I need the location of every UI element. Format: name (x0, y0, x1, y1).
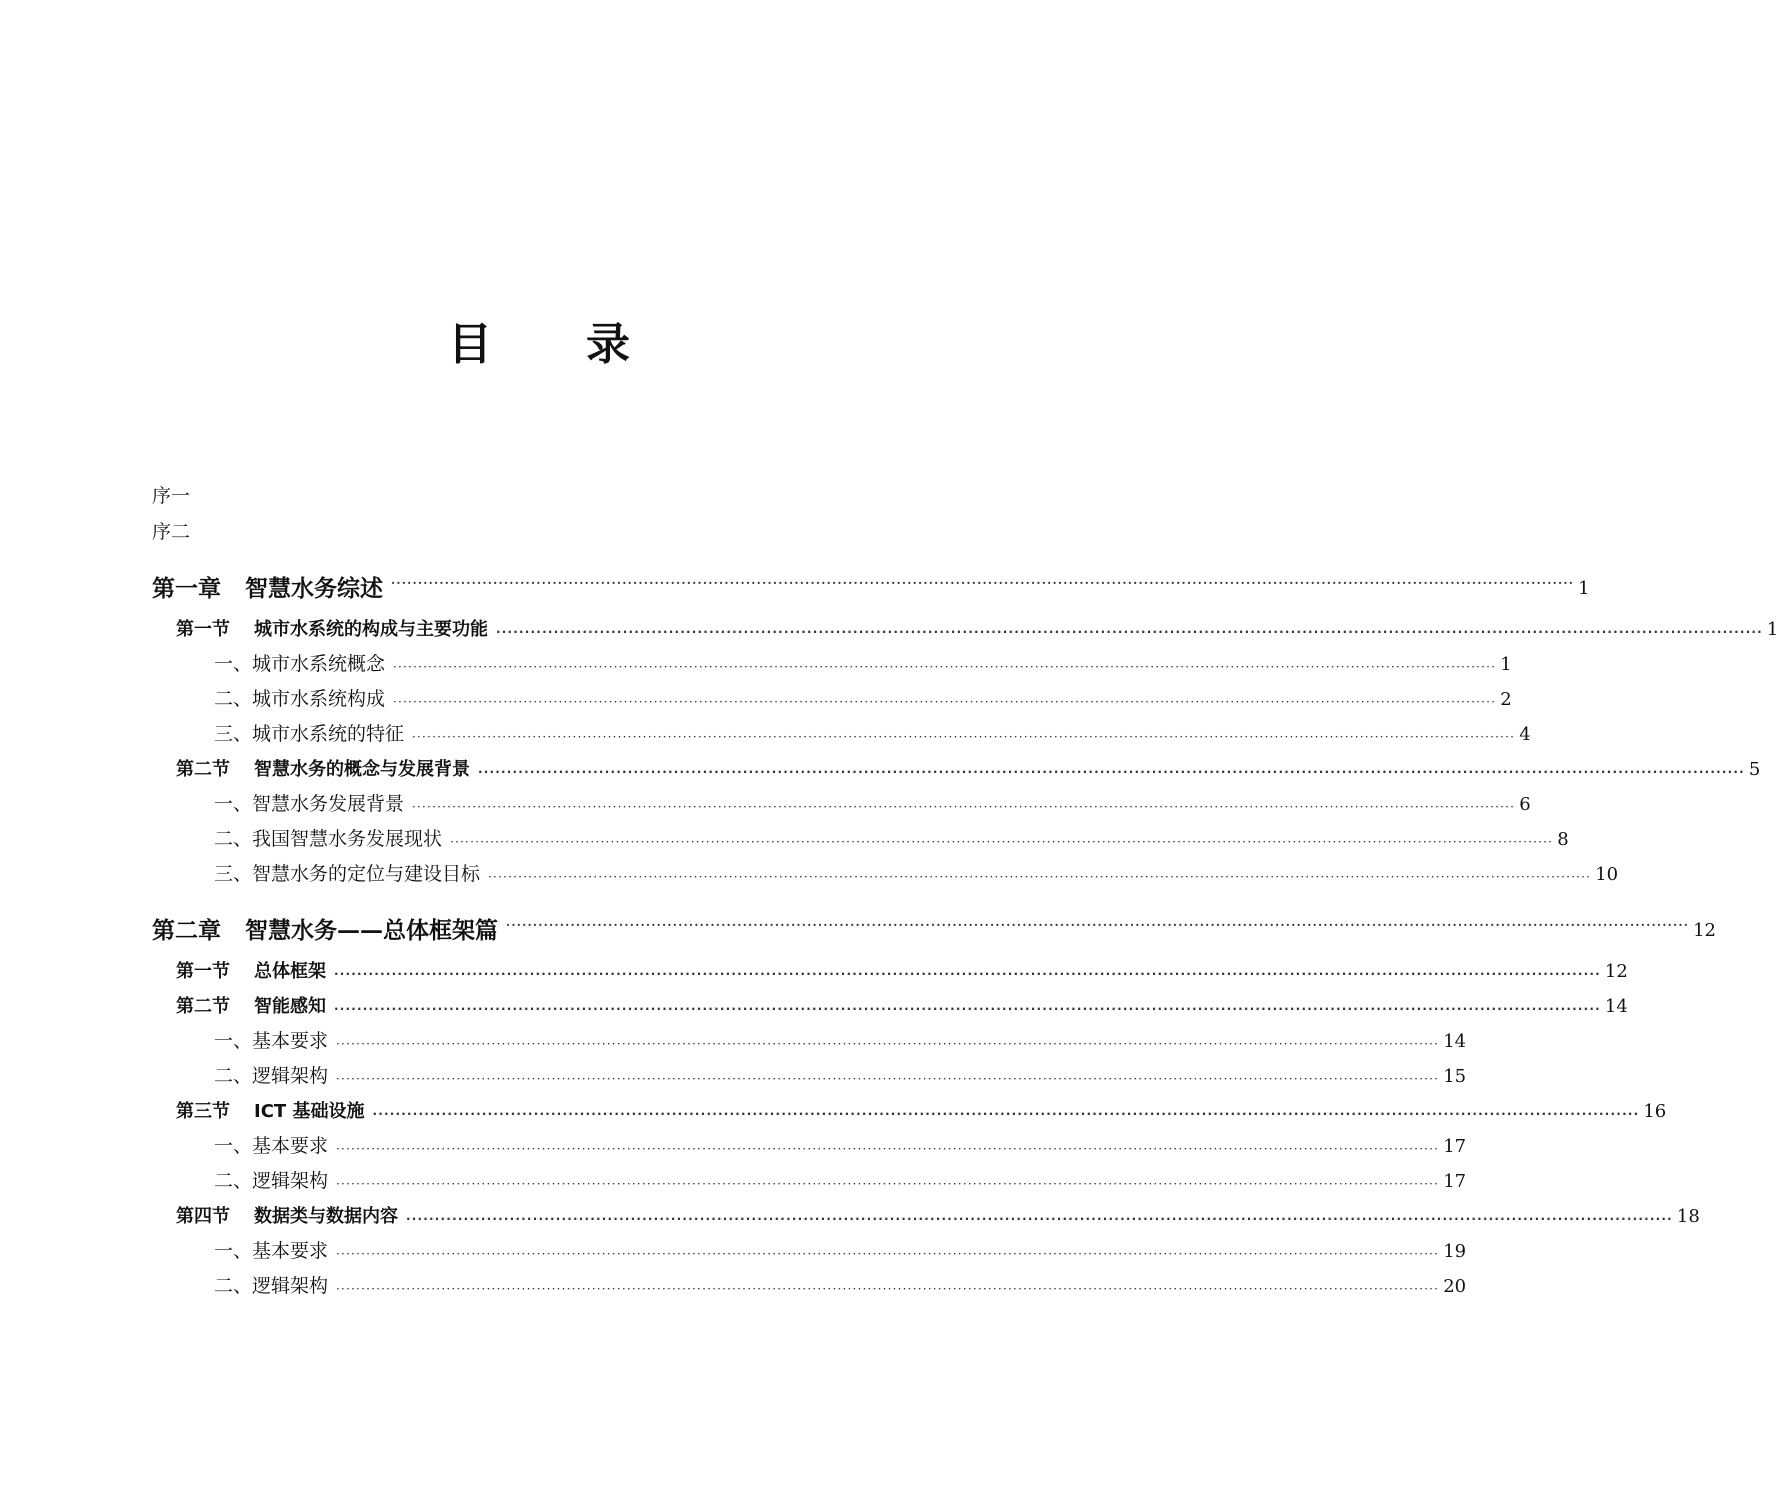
toc-section-label (176, 752, 470, 787)
page-number: 5 (1748, 759, 1761, 780)
dot-leader: ···························································································································································································································· (336, 1282, 1440, 1296)
toc-item-label (214, 787, 404, 822)
page-number: 20 (1443, 1276, 1467, 1297)
toc-chapter-text-1: 智慧水务——总体框架篇 (245, 917, 498, 944)
toc-section-label (176, 989, 326, 1024)
toc-chapter-text-0: 第一章 (152, 575, 221, 602)
page-title (0, 308, 1080, 372)
toc-item-label (214, 1059, 328, 1094)
toc-item[interactable] (152, 717, 1531, 752)
toc-section-text-0: 第一节 (176, 961, 230, 982)
toc-item-text-0: 一、智慧水务发展背景 (214, 793, 405, 815)
page-title-right: 录 (586, 319, 632, 370)
page-number: 16 (1643, 1101, 1667, 1122)
dot-leader: ···························································································································································································································· (496, 625, 1763, 639)
toc-item[interactable] (152, 682, 1512, 717)
page-number: 6 (1519, 794, 1531, 815)
dot-leader: ···························································································································································································································· (336, 1247, 1440, 1261)
page-number: 17 (1443, 1136, 1467, 1157)
toc-section-text-1: 城市水系统的构成与主要功能 (254, 619, 488, 640)
toc-section[interactable] (152, 989, 1628, 1024)
toc-item-label (214, 822, 442, 857)
toc-item-text-0: 二、逻辑架构 (214, 1275, 329, 1297)
page-number: 12 (1693, 920, 1717, 941)
page-number: 10 (1595, 864, 1619, 885)
toc-item-text-0: 二、城市水系统构成 (214, 688, 386, 710)
toc-item-text-0: 二、逻辑架构 (214, 1170, 329, 1192)
dot-leader: ···························································································································································································································· (393, 695, 1497, 709)
dot-leader: ···························································································································································································································· (391, 576, 1575, 590)
toc-item-label (214, 1164, 328, 1199)
toc-item-label (214, 857, 480, 892)
dot-leader: ···························································································································································································································· (372, 1107, 1640, 1121)
toc-section-text-1: 智慧水务的概念与发展背景 (254, 759, 470, 780)
toc-chapter-label (152, 571, 383, 606)
toc-section-label (176, 954, 326, 989)
table-of-contents (152, 478, 1778, 1304)
toc-item-text-0: 二、我国智慧水务发展现状 (214, 828, 443, 850)
toc-section-text-1: 数据类与数据内容 (254, 1206, 398, 1227)
page-number: 14 (1443, 1031, 1467, 1052)
toc-section-text-0: 第三节 (176, 1101, 230, 1122)
toc-section-text-1: 总体框架 (254, 961, 326, 982)
page-number: 1 (1766, 619, 1778, 640)
toc-section-label (176, 1199, 398, 1234)
dot-leader: ···························································································································································································································· (488, 870, 1592, 884)
toc-item-label (214, 1269, 328, 1304)
toc-section[interactable] (152, 1199, 1700, 1234)
page-number: 8 (1557, 829, 1569, 850)
page-number: 2 (1500, 689, 1512, 710)
page-number: 1 (1500, 654, 1512, 675)
toc-item-label (214, 647, 385, 682)
toc-item-label (214, 1129, 328, 1164)
toc-chapter[interactable] (152, 554, 1590, 606)
toc-item-text-0: 一、基本要求 (214, 1240, 329, 1262)
dot-leader: ···························································································································································································································· (336, 1072, 1440, 1086)
toc-chapter-label (152, 913, 498, 948)
toc-item-text-0: 一、基本要求 (214, 1030, 329, 1052)
page-number: 12 (1604, 961, 1628, 982)
page-number: 1 (1578, 578, 1590, 599)
toc-item-label (214, 682, 385, 717)
page-number: 14 (1604, 996, 1628, 1017)
page-number: 19 (1443, 1241, 1467, 1262)
page-number: 15 (1443, 1066, 1467, 1087)
page-number: 4 (1519, 724, 1531, 745)
toc-section-text-0: 第二节 (176, 996, 230, 1017)
toc-item-label (214, 1234, 328, 1269)
toc-item[interactable] (152, 1059, 1467, 1094)
toc-section[interactable] (152, 612, 1778, 647)
dot-leader: ···························································································································································································································· (334, 1002, 1601, 1016)
toc-item[interactable] (152, 1164, 1467, 1199)
toc-section-text-1: 智能感知 (254, 996, 326, 1017)
toc-item[interactable] (152, 787, 1531, 822)
toc-item[interactable] (152, 1129, 1467, 1164)
page-number: 18 (1676, 1206, 1700, 1227)
dot-leader: ···························································································································································································································· (336, 1142, 1440, 1156)
toc-item-label (214, 1024, 328, 1059)
toc-chapter-text-1: 智慧水务综述 (245, 575, 383, 602)
toc-preface-label (152, 479, 190, 514)
dot-leader: ···························································································································································································································· (450, 835, 1554, 849)
dot-leader: ···························································································································································································································· (393, 660, 1497, 674)
toc-section[interactable] (152, 752, 1761, 787)
dot-leader: ···························································································································································································································· (336, 1037, 1440, 1051)
toc-item-label (214, 717, 404, 752)
toc-item-text-0: 一、城市水系统概念 (214, 653, 386, 675)
toc-item[interactable] (152, 1024, 1467, 1059)
toc-item[interactable] (152, 822, 1569, 857)
dot-leader: ···························································································································································································································· (478, 765, 1745, 779)
toc-item-text-0: 三、城市水系统的特征 (214, 723, 405, 745)
toc-item-text-0: 二、逻辑架构 (214, 1065, 329, 1087)
toc-item-text-0: 三、智慧水务的定位与建设目标 (214, 863, 481, 885)
toc-section-text-0: 第二节 (176, 759, 230, 780)
dot-leader: ···························································································································································································································· (334, 967, 1601, 981)
toc-item[interactable] (152, 647, 1512, 682)
toc-chapter-text-0: 第二章 (152, 917, 221, 944)
toc-item[interactable] (152, 1234, 1467, 1269)
toc-section-text-1: ICT 基础设施 (254, 1101, 365, 1122)
toc-section-text-0: 第一节 (176, 619, 230, 640)
toc-section[interactable] (152, 954, 1628, 989)
dot-leader: ···························································································································································································································· (506, 918, 1690, 932)
dot-leader: ···························································································································································································································· (412, 730, 1516, 744)
toc-preface-text-0: 序一 (152, 485, 191, 507)
toc-preface[interactable] (152, 514, 950, 550)
dot-leader: ···························································································································································································································· (412, 800, 1516, 814)
toc-item-text-0: 一、基本要求 (214, 1135, 329, 1157)
toc-item[interactable] (152, 1269, 1467, 1304)
dot-leader: ···························································································································································································································· (406, 1212, 1673, 1226)
dot-leader: ···························································································································································································································· (336, 1177, 1440, 1191)
toc-chapter[interactable] (152, 896, 1717, 948)
toc-preface-text-0: 序二 (152, 521, 191, 543)
toc-section-label (176, 1094, 364, 1129)
toc-preface[interactable] (152, 478, 950, 514)
page-number: 17 (1443, 1171, 1467, 1192)
toc-section-label (176, 612, 488, 647)
toc-section[interactable] (152, 1094, 1667, 1129)
toc-preface-label (152, 515, 190, 550)
toc-section-text-0: 第四节 (176, 1206, 230, 1227)
toc-item[interactable] (152, 857, 1619, 892)
page-title-left: 目 (448, 319, 494, 370)
